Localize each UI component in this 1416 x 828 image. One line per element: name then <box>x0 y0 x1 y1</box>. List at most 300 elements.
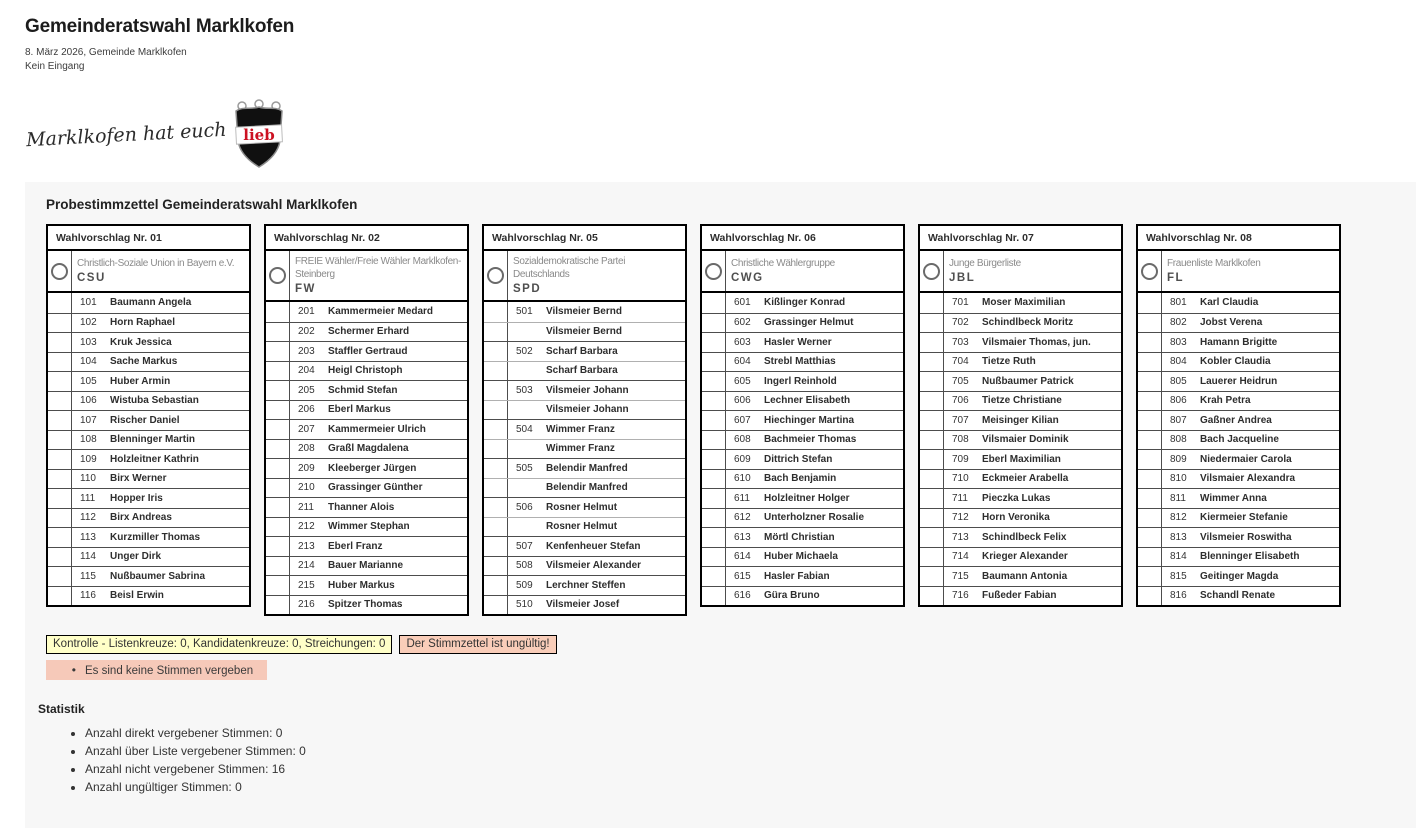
ballot-columns <box>46 224 1396 616</box>
candidate-row[interactable] <box>484 322 685 342</box>
candidate-name: Grassinger Helmut <box>764 317 854 329</box>
vote-box[interactable] <box>702 353 726 372</box>
entry-status: Kein Eingang <box>25 61 85 72</box>
candidate-name: Vilsmaier Dominik <box>982 434 1069 446</box>
candidate-row[interactable] <box>920 547 1121 567</box>
candidate-row[interactable] <box>266 322 467 342</box>
vote-box[interactable] <box>484 518 508 537</box>
candidate-name: Vilsmeier Johann <box>546 404 629 416</box>
vote-box[interactable] <box>484 323 508 342</box>
candidate-row[interactable] <box>920 527 1121 547</box>
candidate-number: 108 <box>80 434 97 446</box>
candidate-row[interactable] <box>1138 371 1339 391</box>
candidate-number: 707 <box>952 414 969 426</box>
candidate-row[interactable] <box>1138 508 1339 528</box>
vote-box[interactable] <box>266 302 290 322</box>
candidate-number: 606 <box>734 395 751 407</box>
vote-box[interactable] <box>484 420 508 439</box>
candidate-name: Kleeberger Jürgen <box>328 462 417 474</box>
candidate-row[interactable] <box>920 293 1121 313</box>
vote-box[interactable] <box>1138 489 1162 508</box>
vote-box[interactable] <box>48 567 72 586</box>
vote-box[interactable] <box>1138 353 1162 372</box>
candidate-name: Krah Petra <box>1200 395 1251 407</box>
candidate-number: 713 <box>952 531 969 543</box>
party-row <box>1138 251 1339 293</box>
vote-box[interactable] <box>1138 431 1162 450</box>
vote-box[interactable] <box>1138 314 1162 333</box>
vote-box[interactable] <box>920 450 944 469</box>
logo-script-text: Marklkofen hat euch <box>25 118 228 152</box>
candidate-row[interactable] <box>266 478 467 498</box>
vote-box[interactable] <box>484 362 508 381</box>
vote-box[interactable] <box>920 528 944 547</box>
candidate-row[interactable] <box>920 430 1121 450</box>
candidate-row[interactable] <box>1138 469 1339 489</box>
candidate-name: Kenfenheuer Stefan <box>546 540 641 552</box>
vote-box[interactable] <box>48 489 72 508</box>
candidate-number: 710 <box>952 473 969 485</box>
candidate-row[interactable] <box>920 332 1121 352</box>
candidate-row[interactable] <box>484 478 685 498</box>
candidate-number: 101 <box>80 297 97 309</box>
candidate-row[interactable] <box>484 556 685 576</box>
vote-box[interactable] <box>266 518 290 537</box>
vote-box[interactable] <box>266 479 290 498</box>
candidate-row[interactable] <box>48 488 249 508</box>
candidate-row[interactable] <box>1138 586 1339 606</box>
candidate-row[interactable] <box>484 517 685 537</box>
candidate-row[interactable] <box>484 302 685 322</box>
candidate-name: Eckmeier Arabella <box>982 473 1069 485</box>
candidate-row[interactable] <box>1138 449 1339 469</box>
vote-box[interactable] <box>48 509 72 528</box>
candidate-name: Vilsmeier Alexander <box>546 560 642 572</box>
vote-box[interactable] <box>920 411 944 430</box>
candidate-row[interactable] <box>1138 352 1339 372</box>
vote-box[interactable] <box>702 489 726 508</box>
vote-box[interactable] <box>484 459 508 478</box>
vote-box[interactable] <box>702 528 726 547</box>
candidate-number: 610 <box>734 473 751 485</box>
candidate-row[interactable] <box>920 469 1121 489</box>
candidate-number: 207 <box>298 423 315 435</box>
list-vote-cell[interactable] <box>920 251 944 291</box>
ballot-title: Probestimmzettel Gemeinderatswahl Marklkofen <box>46 197 358 212</box>
candidate-row[interactable] <box>48 508 249 528</box>
candidate-row[interactable] <box>484 400 685 420</box>
candidate-name: Schermer Erhard <box>328 326 410 338</box>
candidate-row[interactable] <box>702 488 903 508</box>
ballot-panel <box>25 182 1416 828</box>
party-abbreviation: CWG <box>731 272 764 285</box>
candidate-row[interactable] <box>48 449 249 469</box>
candidate-number: 201 <box>298 306 315 318</box>
vote-box[interactable] <box>266 596 290 615</box>
list-vote-circle[interactable] <box>1141 263 1158 280</box>
vote-box[interactable] <box>48 528 72 547</box>
candidate-number: 216 <box>298 599 315 611</box>
candidate-row[interactable] <box>1138 313 1339 333</box>
candidate-row[interactable] <box>702 469 903 489</box>
party-name: Frauenliste Marklkofen <box>1167 257 1261 269</box>
vote-box[interactable] <box>266 323 290 342</box>
candidate-name: Rosner Helmut <box>546 501 618 513</box>
candidate-number: 116 <box>80 590 96 602</box>
vote-box[interactable] <box>266 537 290 556</box>
vote-box[interactable] <box>702 372 726 391</box>
invalid-ballot-box: Der Stimmzettel ist ungültig! <box>399 635 556 654</box>
candidate-row[interactable] <box>484 439 685 459</box>
stat-item-list-votes: • Anzahl über Liste vergebener Stimmen: 0 <box>85 744 1396 758</box>
candidate-row[interactable] <box>920 410 1121 430</box>
candidate-name: Kiermeier Stefanie <box>1200 512 1288 524</box>
vote-box[interactable] <box>266 420 290 439</box>
candidate-name: Beisl Erwin <box>110 590 164 602</box>
vote-box[interactable] <box>48 411 72 430</box>
candidate-row[interactable] <box>920 508 1121 528</box>
candidate-number: 701 <box>952 297 969 309</box>
vote-box[interactable] <box>920 567 944 586</box>
vote-box[interactable] <box>484 440 508 459</box>
list-vote-cell[interactable] <box>266 251 290 300</box>
candidate-row[interactable] <box>266 575 467 595</box>
candidate-number: 814 <box>1170 551 1187 563</box>
candidate-number: 702 <box>952 317 969 329</box>
candidate-row[interactable] <box>1138 430 1339 450</box>
vote-box[interactable] <box>702 567 726 586</box>
candidate-name: Gaßner Andrea <box>1200 414 1272 426</box>
candidate-number: 805 <box>1170 375 1187 387</box>
vote-box[interactable] <box>484 498 508 517</box>
vote-box[interactable] <box>48 353 72 372</box>
candidate-row[interactable] <box>702 371 903 391</box>
candidate-row[interactable] <box>48 293 249 313</box>
vote-box[interactable] <box>1138 392 1162 411</box>
kontrolle-status-box: Kontrolle - Listenkreuze: 0, Kandidatenkreuze: 0, Streichungen: 0 <box>46 635 392 654</box>
vote-box[interactable] <box>702 333 726 352</box>
candidate-row[interactable] <box>484 536 685 556</box>
vote-box[interactable] <box>1138 470 1162 489</box>
candidate-row[interactable] <box>920 371 1121 391</box>
candidate-row[interactable] <box>1138 488 1339 508</box>
candidate-name: Huber Markus <box>328 579 395 591</box>
vote-box[interactable] <box>702 548 726 567</box>
candidate-row[interactable] <box>266 302 467 322</box>
candidate-row[interactable] <box>1138 391 1339 411</box>
candidate-name: Schmid Stefan <box>328 384 398 396</box>
vote-box[interactable] <box>920 548 944 567</box>
candidate-row[interactable] <box>266 419 467 439</box>
vote-box[interactable] <box>48 314 72 333</box>
vote-box[interactable] <box>1138 587 1162 606</box>
list-vote-circle[interactable] <box>51 263 68 280</box>
candidate-row[interactable] <box>920 488 1121 508</box>
party-info <box>72 251 240 291</box>
candidate-number: 503 <box>516 384 533 396</box>
municipality-logo <box>26 98 1416 172</box>
candidate-row[interactable] <box>266 517 467 537</box>
candidate-number: 215 <box>298 579 315 591</box>
statistics-list <box>38 726 1396 794</box>
vote-box[interactable] <box>48 333 72 352</box>
candidate-name: Wimmer Anna <box>1200 492 1267 504</box>
vote-box[interactable] <box>1138 372 1162 391</box>
vote-box[interactable] <box>1138 450 1162 469</box>
candidate-row[interactable] <box>920 566 1121 586</box>
candidate-name: Moser Maximilian <box>982 297 1066 309</box>
candidate-row[interactable] <box>702 449 903 469</box>
candidate-number: 603 <box>734 336 751 348</box>
candidate-row[interactable] <box>920 391 1121 411</box>
candidate-row[interactable] <box>702 332 903 352</box>
candidate-row[interactable] <box>266 380 467 400</box>
vote-box[interactable] <box>484 557 508 576</box>
candidate-row[interactable] <box>702 352 903 372</box>
candidate-number: 811 <box>1170 492 1186 504</box>
list-vote-circle[interactable] <box>705 263 722 280</box>
candidate-row[interactable] <box>484 361 685 381</box>
candidate-row[interactable] <box>702 527 903 547</box>
list-vote-cell[interactable] <box>702 251 726 291</box>
candidate-number: 106 <box>80 395 97 407</box>
vote-box[interactable] <box>266 440 290 459</box>
candidate-name: Spitzer Thomas <box>328 599 403 611</box>
vote-box[interactable] <box>48 548 72 567</box>
candidate-name: Dittrich Stefan <box>764 453 833 465</box>
candidate-row[interactable] <box>48 547 249 567</box>
candidate-row[interactable] <box>266 341 467 361</box>
candidate-name: Nußbaumer Sabrina <box>110 570 206 582</box>
candidate-number: 715 <box>952 570 969 582</box>
vote-box[interactable] <box>48 470 72 489</box>
candidate-name: Hiechinger Martina <box>764 414 855 426</box>
list-vote-cell[interactable] <box>1138 251 1162 291</box>
candidate-name: Kurzmiller Thomas <box>110 531 201 543</box>
vote-box[interactable] <box>920 489 944 508</box>
column-header: Wahlvorschlag Nr. 08 <box>1138 226 1339 251</box>
candidate-row[interactable] <box>702 293 903 313</box>
control-row <box>46 635 1396 654</box>
candidate-row[interactable] <box>266 595 467 615</box>
candidate-row[interactable] <box>484 458 685 478</box>
vote-box[interactable] <box>920 431 944 450</box>
candidate-row[interactable] <box>266 556 467 576</box>
list-vote-circle[interactable] <box>923 263 940 280</box>
candidate-row[interactable] <box>920 352 1121 372</box>
vote-box[interactable] <box>920 293 944 313</box>
candidate-number: 614 <box>734 551 751 563</box>
vote-box[interactable] <box>1138 333 1162 352</box>
candidate-row[interactable] <box>48 352 249 372</box>
vote-box[interactable] <box>1138 509 1162 528</box>
vote-box[interactable] <box>702 470 726 489</box>
candidate-row[interactable] <box>48 430 249 450</box>
list-vote-circle[interactable] <box>487 267 504 284</box>
candidate-row[interactable] <box>702 313 903 333</box>
vote-box[interactable] <box>702 431 726 450</box>
candidate-number: 111 <box>80 492 96 504</box>
candidate-row[interactable] <box>702 547 903 567</box>
candidate-number: 816 <box>1170 590 1187 602</box>
candidate-number: 109 <box>80 453 97 465</box>
candidate-row[interactable] <box>484 497 685 517</box>
candidate-row[interactable] <box>48 313 249 333</box>
vote-box[interactable] <box>920 353 944 372</box>
party-abbreviation: FW <box>295 283 316 295</box>
vote-box[interactable] <box>484 596 508 615</box>
vote-box[interactable] <box>266 401 290 420</box>
vote-box[interactable] <box>702 587 726 606</box>
vote-box[interactable] <box>48 450 72 469</box>
vote-box[interactable] <box>484 401 508 420</box>
candidate-number: 807 <box>1170 414 1187 426</box>
candidate-row[interactable] <box>484 341 685 361</box>
vote-box[interactable] <box>484 479 508 498</box>
candidate-row[interactable] <box>266 458 467 478</box>
candidate-row[interactable] <box>48 332 249 352</box>
candidate-name: Güra Bruno <box>764 590 820 602</box>
candidate-row[interactable] <box>48 566 249 586</box>
candidate-name: Eberl Markus <box>328 404 391 416</box>
candidate-number: 115 <box>80 570 96 582</box>
candidate-number: 214 <box>298 560 315 572</box>
vote-box[interactable] <box>48 431 72 450</box>
warning-line <box>38 654 1396 680</box>
candidate-row[interactable] <box>702 430 903 450</box>
candidate-row[interactable] <box>702 586 903 606</box>
party-name: Junge Bürgerliste <box>949 257 1021 269</box>
candidate-row[interactable] <box>48 527 249 547</box>
vote-box[interactable] <box>1138 548 1162 567</box>
candidate-number: 815 <box>1170 570 1187 582</box>
candidate-row[interactable] <box>702 410 903 430</box>
list-vote-circle[interactable] <box>269 267 286 284</box>
candidate-name: Holzleitner Holger <box>764 492 850 504</box>
column-header: Wahlvorschlag Nr. 07 <box>920 226 1121 251</box>
candidate-name: Lauerer Heidrun <box>1200 375 1278 387</box>
candidate-row[interactable] <box>1138 293 1339 313</box>
vote-box[interactable] <box>266 557 290 576</box>
vote-box[interactable] <box>920 333 944 352</box>
vote-box[interactable] <box>48 392 72 411</box>
candidate-row[interactable] <box>484 575 685 595</box>
vote-box[interactable] <box>920 509 944 528</box>
vote-box[interactable] <box>702 450 726 469</box>
candidate-row[interactable] <box>266 439 467 459</box>
vote-box[interactable] <box>702 314 726 333</box>
candidate-number: 206 <box>298 404 315 416</box>
candidate-row[interactable] <box>266 361 467 381</box>
vote-box[interactable] <box>1138 567 1162 586</box>
vote-box[interactable] <box>48 372 72 391</box>
stat-item-invalid-votes: • Anzahl ungültiger Stimmen: 0 <box>85 780 1396 794</box>
candidate-row[interactable] <box>1138 547 1339 567</box>
list-vote-cell[interactable] <box>484 251 508 300</box>
candidate-row[interactable] <box>484 380 685 400</box>
vote-box[interactable] <box>266 362 290 381</box>
candidate-name: Bauer Marianne <box>328 560 404 572</box>
candidate-name: Tietze Ruth <box>982 356 1036 368</box>
candidate-row[interactable] <box>266 536 467 556</box>
party-info <box>944 251 1027 291</box>
candidate-name: Wimmer Franz <box>546 443 615 455</box>
vote-box[interactable] <box>1138 293 1162 313</box>
candidate-row[interactable] <box>48 371 249 391</box>
candidate-number: 212 <box>298 521 315 533</box>
vote-box[interactable] <box>920 392 944 411</box>
list-vote-cell[interactable] <box>48 251 72 291</box>
candidate-row[interactable] <box>1138 566 1339 586</box>
candidate-name: Horn Veronika <box>982 512 1050 524</box>
vote-box[interactable] <box>702 293 726 313</box>
candidate-row[interactable] <box>1138 332 1339 352</box>
candidate-row[interactable] <box>48 410 249 430</box>
candidate-row[interactable] <box>1138 410 1339 430</box>
candidate-row[interactable] <box>48 391 249 411</box>
party-row <box>920 251 1121 293</box>
vote-box[interactable] <box>48 293 72 313</box>
candidate-row[interactable] <box>702 508 903 528</box>
candidate-name: Geitinger Magda <box>1200 570 1279 582</box>
candidate-name: Scharf Barbara <box>546 345 618 357</box>
candidate-row[interactable] <box>484 595 685 615</box>
candidate-number: 112 <box>80 512 96 524</box>
vote-box[interactable] <box>266 342 290 361</box>
vote-box[interactable] <box>266 459 290 478</box>
vote-box[interactable] <box>920 314 944 333</box>
party-info <box>1162 251 1266 291</box>
vote-box[interactable] <box>484 302 508 322</box>
vote-box[interactable] <box>920 372 944 391</box>
candidate-row[interactable] <box>48 586 249 606</box>
candidate-row[interactable] <box>920 449 1121 469</box>
candidate-row[interactable] <box>266 497 467 517</box>
party-abbreviation: FL <box>1167 272 1185 285</box>
candidate-row[interactable] <box>266 400 467 420</box>
vote-box[interactable] <box>266 381 290 400</box>
vote-box[interactable] <box>920 470 944 489</box>
candidate-row[interactable] <box>48 469 249 489</box>
vote-box[interactable] <box>920 587 944 606</box>
candidate-row[interactable] <box>702 566 903 586</box>
vote-box[interactable] <box>48 587 72 606</box>
vote-box[interactable] <box>702 392 726 411</box>
party-info <box>726 251 841 291</box>
candidate-row[interactable] <box>920 586 1121 606</box>
stat-item-unassigned-votes: • Anzahl nicht vergebener Stimmen: 16 <box>85 762 1396 776</box>
vote-box[interactable] <box>266 576 290 595</box>
candidate-row[interactable] <box>920 313 1121 333</box>
candidate-row[interactable] <box>484 419 685 439</box>
candidate-number: 205 <box>298 384 315 396</box>
vote-box[interactable] <box>266 498 290 517</box>
candidate-number: 202 <box>298 326 315 338</box>
vote-box[interactable] <box>484 576 508 595</box>
candidate-name: Blenninger Martin <box>110 434 196 446</box>
candidate-name: Mörtl Christian <box>764 531 835 543</box>
candidate-name: Strebl Matthias <box>764 356 836 368</box>
candidate-row[interactable] <box>702 391 903 411</box>
vote-box[interactable] <box>1138 411 1162 430</box>
candidate-row[interactable] <box>1138 527 1339 547</box>
vote-box[interactable] <box>484 381 508 400</box>
vote-box[interactable] <box>484 342 508 361</box>
vote-box[interactable] <box>1138 528 1162 547</box>
vote-box[interactable] <box>702 411 726 430</box>
vote-box[interactable] <box>484 537 508 556</box>
vote-box[interactable] <box>702 509 726 528</box>
